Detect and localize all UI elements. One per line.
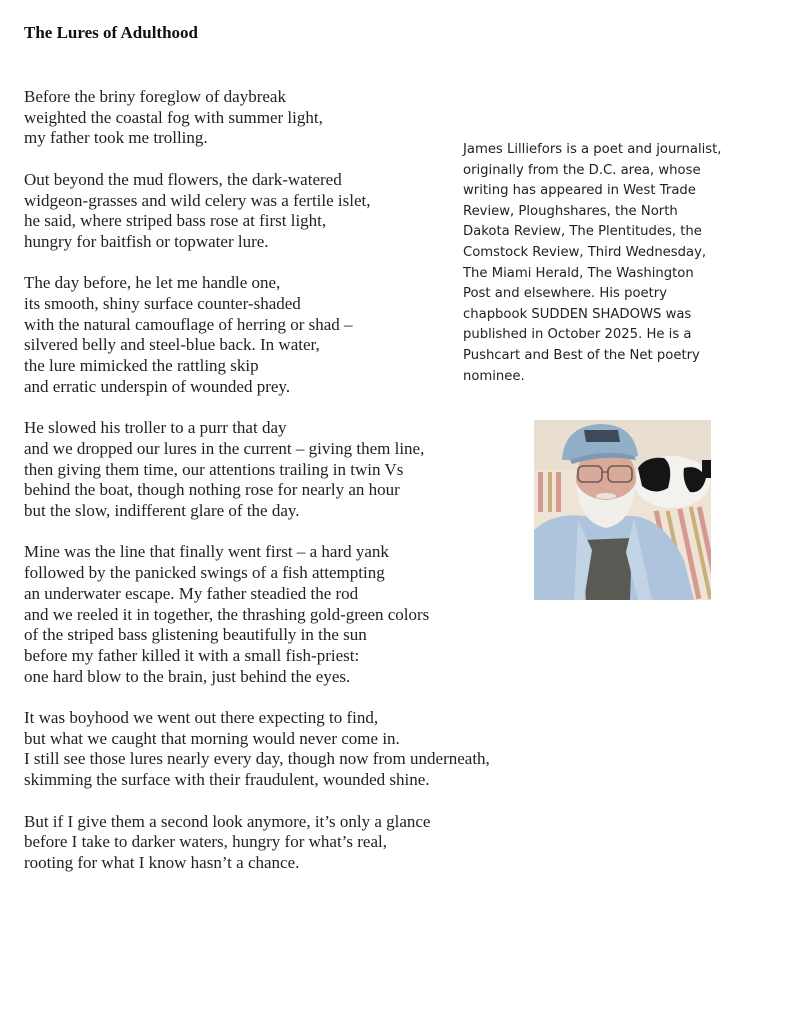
poem-line: but what we caught that morning would never come in. [24,728,400,748]
poem-line: It was boyhood we went out there expecting to find, [24,708,379,728]
poem-line: one hard blow to the brain, just behind the eyes. [24,666,351,686]
poem-line: the lure mimicked the rattling skip [24,356,259,376]
poem-line: I still see those lures nearly every day, though now from underneath, [24,749,490,769]
poem-line: its smooth, shiny surface counter-shaded [24,294,301,313]
bio-line: Post and elsewhere. His poetry [463,286,668,302]
poem-line: of the striped bass glistening beautifully in the sun [24,625,367,645]
bio-line: The Miami Herald, The Washington [463,265,694,281]
poem-line: before I take to darker waters, hungry for what’s real, [24,832,387,852]
poem-line: then giving them time, our attentions trailing in twin Vs [24,459,404,479]
poem-line: and erratic underspin of wounded prey. [24,376,291,396]
poem-line: Out beyond the mud flowers, the dark-watered [24,169,342,189]
poem-line: but the slow, indifferent glare of the day. [24,501,300,521]
poem-line: hungry for baitfish or topwater lure. [24,231,269,251]
poem-line: my father took me trolling. [24,128,208,148]
stanza-2 [24,170,534,253]
stanza-4 [24,418,534,522]
stanza-1 [24,87,534,149]
poem-line: rooting for what I know hasn’t a chance. [24,852,300,872]
poem-line: weighted the coastal fog with summer light, [24,107,323,127]
poem-line: skimming the surface with their fraudulent, wounded shine. [24,770,430,790]
poem-line: Before the briny foreglow of daybreak [24,87,286,106]
poem-body [24,87,534,894]
bio-line: Dakota Review, The Plentitudes, the [463,224,702,240]
poem-line: But if I give them a second look anymore, it’s only a glance [24,811,431,831]
bio-line: writing has appeared in West Trade [463,183,696,199]
poem-title: The Lures of Adulthood [24,23,198,42]
stanza-3 [24,273,534,397]
poem-line: followed by the panicked swings of a fish attempting [24,563,385,583]
poem-line: The day before, he let me handle one, [24,273,281,293]
author-photo [534,420,711,600]
poem-line: widgeon-grasses and wild celery was a fertile islet, [24,190,371,210]
bio-line: Review, Ploughshares, the North [463,203,678,219]
bio-line: chapbook SUDDEN SHADOWS was [463,306,692,322]
bio-line: originally from the D.C. area, whose [463,162,701,178]
poem-line: before my father killed it with a small fish-priest: [24,645,360,665]
poem-line: He slowed his troller to a purr that day [24,418,287,438]
bio-line: James Lilliefors is a poet and journalist, [463,142,722,157]
bio-line: Pushcart and Best of the Net poetry [463,347,700,363]
stanza-5 [24,542,534,687]
poem-line: he said, where striped bass rose at first light, [24,211,327,231]
poem-line: and we reeled it in together, the thrashing gold-green colors [24,604,430,624]
poem-line: behind the boat, though nothing rose for nearly an hour [24,480,400,500]
poem-line: an underwater escape. My father steadied the rod [24,583,359,603]
poem-line: Mine was the line that finally went first – a hard yank [24,542,389,562]
poem-line: silvered belly and steel-blue back. In water, [24,335,320,355]
author-bio [463,140,753,387]
bio-line: nominee. [463,368,525,384]
poem-line: and we dropped our lures in the current – giving them line, [24,438,425,458]
stanza-6 [24,708,534,791]
bio-line: published in October 2025. He is a [463,327,692,343]
bio-line: Comstock Review, Third Wednesday, [463,244,707,260]
stanza-7 [24,812,534,874]
poem-line: with the natural camouflage of herring or shad – [24,314,353,334]
